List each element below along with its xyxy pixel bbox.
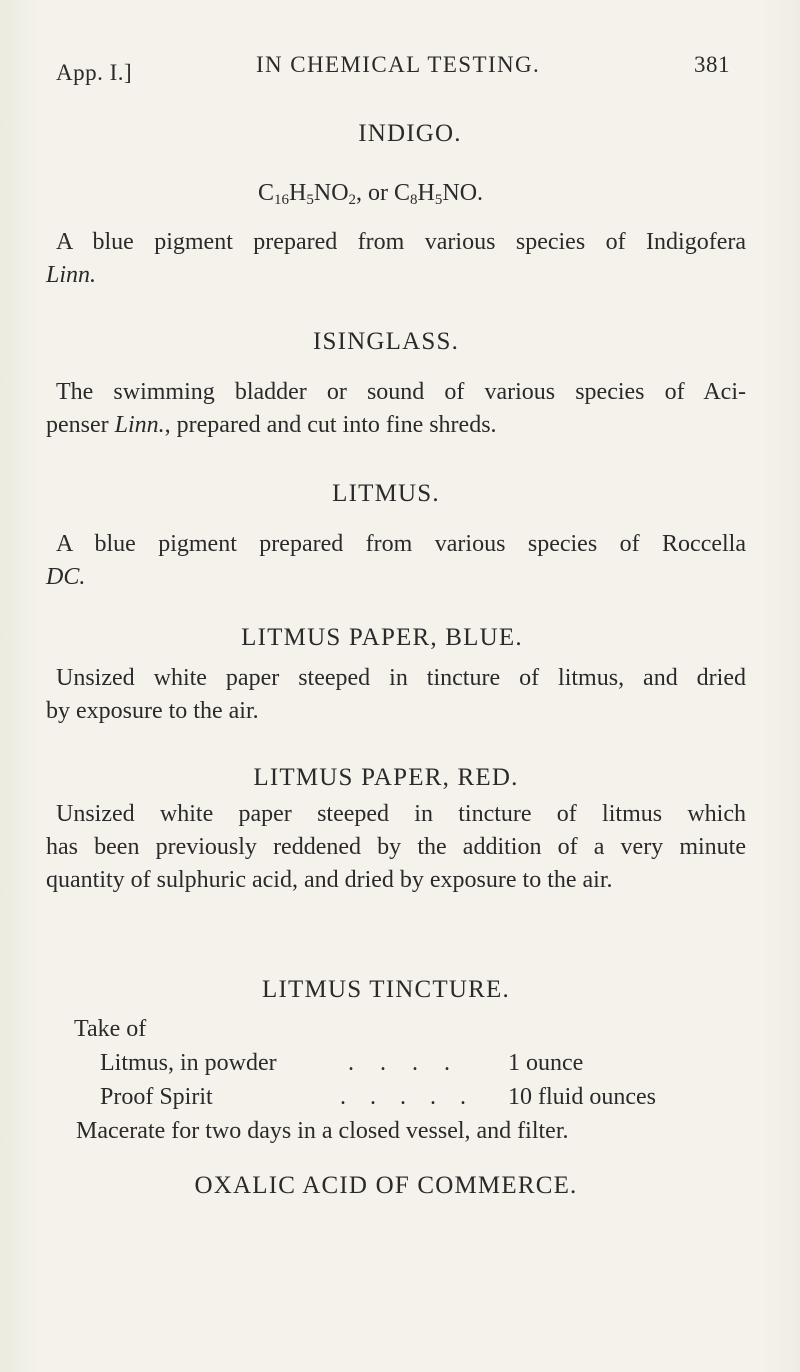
heading-isinglass: ISINGLASS. xyxy=(312,328,460,355)
running-head xyxy=(56,52,756,92)
ingredient-quantity: 1 ounce xyxy=(508,1050,584,1076)
text-line: Unsized white paper steeped in tincture of litmus which xyxy=(56,801,746,827)
recipe-intro: Take of xyxy=(74,1016,147,1042)
heading-indigo: INDIGO. xyxy=(358,120,462,147)
heading-oxalic-acid: OXALIC ACID OF COMMERCE. xyxy=(194,1172,578,1199)
paragraph-isinglass xyxy=(46,376,746,442)
ingredient-name: Litmus, in powder xyxy=(100,1050,277,1076)
text-line: DC. xyxy=(46,564,86,590)
heading-litmus-paper-red: LITMUS PAPER, RED. xyxy=(253,764,519,791)
heading-litmus: LITMUS. xyxy=(332,480,440,507)
text-line: has been previously reddened by the addition of a very minute xyxy=(46,834,746,860)
ingredient-row xyxy=(100,1050,583,1077)
text-line: Unsized white paper steeped in tincture of litmus, and dried xyxy=(56,665,746,691)
text-line: The swimming bladder or sound of various species of Aci- xyxy=(56,379,746,405)
ingredient-quantity: 10 fluid ounces xyxy=(508,1084,656,1110)
leader-dots: ..... xyxy=(340,1084,490,1110)
running-title: IN CHEMICAL TESTING. xyxy=(256,52,541,77)
paragraph-litmus xyxy=(46,528,746,594)
paragraph-litmus-paper-red xyxy=(46,798,746,897)
paragraph-litmus-paper-blue xyxy=(46,662,746,728)
page-number: 381 xyxy=(694,52,730,77)
leader-dots: .... xyxy=(348,1050,476,1076)
text-line: A blue pigment prepared from various species of Indigofera xyxy=(56,229,746,255)
text-line: penser Linn., prepared and cut into fine shreds. xyxy=(46,412,497,438)
chemical-formula: $C_{16}H_5NO_2$, or $C_8H_5NO$. xyxy=(258,180,484,208)
text-line: Linn. xyxy=(46,262,97,288)
section-reference: App. I.] xyxy=(56,60,133,85)
text-line: by exposure to the air. xyxy=(46,698,259,724)
ingredient-name: Proof Spirit xyxy=(100,1084,213,1110)
text-line: A blue pigment prepared from various species of Roccella xyxy=(56,531,746,557)
ingredient-row xyxy=(100,1084,656,1111)
paragraph-indigo xyxy=(46,226,746,292)
heading-litmus-tincture: LITMUS TINCTURE. xyxy=(262,976,510,1003)
recipe-instruction: Macerate for two days in a closed vessel, and filter. xyxy=(76,1118,569,1144)
text-line: quantity of sulphuric acid, and dried by exposure to the air. xyxy=(46,867,613,893)
heading-litmus-paper-blue: LITMUS PAPER, BLUE. xyxy=(241,624,523,651)
